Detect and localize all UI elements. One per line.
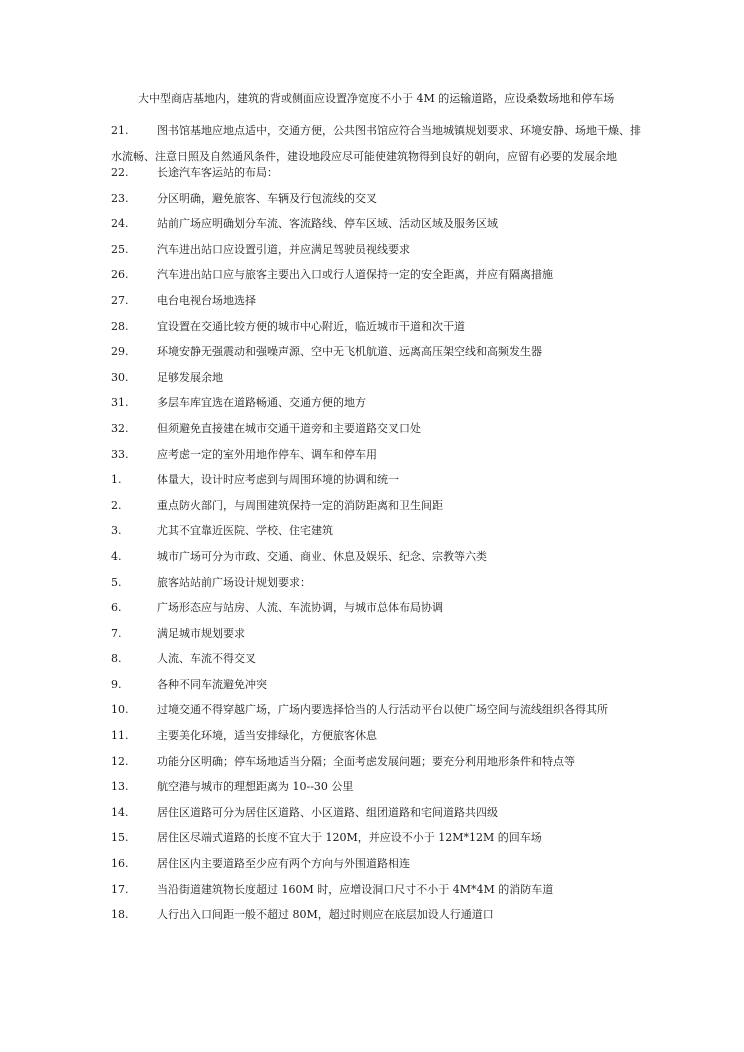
list-item xyxy=(111,294,671,320)
list-item xyxy=(111,780,671,806)
item-text: 居住区道路可分为居住区道路、小区道路、组团道路和宅间道路共四级 xyxy=(157,805,498,819)
item-number: 14. xyxy=(111,805,129,819)
item-text: 分区明确，避免旅客、车辆及行包流线的交叉 xyxy=(157,191,377,205)
item-number: 33. xyxy=(111,447,129,461)
item-text: 宜设置在交通比较方便的城市中心附近，临近城市干道和次干道 xyxy=(157,319,465,333)
item-text: 过境交通不得穿越广场，广场内要选择恰当的人行活动平台以使广场空间与流线组织各得其所 xyxy=(157,703,608,717)
list-item xyxy=(111,678,671,704)
item-number: 6. xyxy=(111,601,122,615)
item-text: 居住区内主要道路至少应有两个方向与外围道路相连 xyxy=(157,857,410,871)
item-text: 多层车库宜选在道路畅通、交通方便的地方 xyxy=(157,396,366,410)
list-item xyxy=(111,396,671,422)
item-text: 功能分区明确；停车场地适当分隔；全面考虑发展问题；要充分利用地形条件和特点等 xyxy=(157,754,575,768)
item-number: 18. xyxy=(111,908,129,922)
item-number: 13. xyxy=(111,780,129,794)
item-text: 汽车进出站口应设置引道，并应满足驾驶员视线要求 xyxy=(157,242,410,256)
item-text: 各种不同车流避免冲突 xyxy=(157,677,267,691)
item-number: 25. xyxy=(111,242,129,256)
list-item xyxy=(111,345,671,371)
paragraph-21 xyxy=(111,118,651,169)
item-number: 2. xyxy=(111,498,122,512)
list-item xyxy=(111,166,671,192)
list-item xyxy=(111,243,671,269)
list-item xyxy=(111,524,671,550)
item-text: 但须避免直接建在城市交通干道旁和主要道路交叉口处 xyxy=(157,421,421,435)
item-text: 人流、车流不得交叉 xyxy=(157,652,256,666)
item-number: 29. xyxy=(111,345,129,359)
item-number: 9. xyxy=(111,677,122,691)
item-number: 31. xyxy=(111,396,129,410)
item-number: 30. xyxy=(111,370,129,384)
item-number: 5. xyxy=(111,575,122,589)
item-text: 当沿街道建筑物长度超过 160M 时，应增设洞口尺寸不小于 4M*4M 的消防车道 xyxy=(157,882,554,896)
list-item xyxy=(111,857,671,883)
item-text: 旅客站站前广场设计规划要求： xyxy=(157,575,311,589)
item-text: 人行出入口间距一般不超过 80M，超过时则应在底层加设人行通道口 xyxy=(157,908,494,922)
item-text: 满足城市规划要求 xyxy=(157,626,245,640)
item-number: 32. xyxy=(111,421,129,435)
item-number: 15. xyxy=(111,831,129,845)
item-text: 电台电视台场地选择 xyxy=(157,293,256,307)
list-item xyxy=(111,652,671,678)
item-number: 12. xyxy=(111,754,129,768)
item-number: 27. xyxy=(111,293,129,307)
list-item xyxy=(111,806,671,832)
list-item xyxy=(111,627,671,653)
item-text: 尤其不宜靠近医院、学校、住宅建筑 xyxy=(157,524,333,538)
item-number: 28. xyxy=(111,319,129,333)
list-item xyxy=(111,422,671,448)
list-item xyxy=(111,320,671,346)
item-number: 24. xyxy=(111,217,129,231)
item-text: 站前广场应明确划分车流、客流路线、停车区域、活动区域及服务区域 xyxy=(157,217,498,231)
item-text: 主要美化环境，适当安排绿化，方便旅客休息 xyxy=(157,729,377,743)
list-item xyxy=(111,473,671,499)
item-number: 7. xyxy=(111,626,122,640)
item-text: 环境安静无强震动和强噪声源、空中无飞机航道、远离高压架空线和高频发生器 xyxy=(157,345,542,359)
item-number: 11. xyxy=(111,729,129,743)
list-item xyxy=(111,703,671,729)
list-item xyxy=(111,576,671,602)
list-item xyxy=(111,192,671,218)
list-item xyxy=(111,601,671,627)
item-text: 图书馆基地应地点适中，交通方便，公共图书馆应符合当地城镇规划要求、环境安静、场地干燥、排水流畅、注意日照及自然通风条件，建设地段应尽可能使建筑物得到良好的朝向，应留有必要的发展余地 xyxy=(111,124,641,163)
list-item xyxy=(111,755,671,781)
list-item xyxy=(111,268,671,294)
item-text: 应考虑一定的室外用地作停车、调车和停车用 xyxy=(157,447,377,461)
list-item xyxy=(111,448,671,474)
item-text: 城市广场可分为市政、交通、商业、休息及娱乐、纪念、宗教等六类 xyxy=(157,549,487,563)
intro-line: 大中型商店基地内，建筑的背或侧面应设置净宽度不小于 4M 的运输道路，应设桑数场地和停车场 xyxy=(138,92,615,105)
item-number: 23. xyxy=(111,191,129,205)
list-item xyxy=(111,908,671,934)
item-number: 4. xyxy=(111,549,122,563)
list-item xyxy=(111,550,671,576)
item-text: 长途汽车客运站的布局： xyxy=(157,166,278,179)
item-number: 16. xyxy=(111,857,129,871)
list-item xyxy=(111,371,671,397)
item-number: 26. xyxy=(111,268,129,282)
numbered-list xyxy=(111,166,671,934)
item-text: 体量大，设计时应考虑到与周围环境的协调和统一 xyxy=(157,473,399,487)
list-item xyxy=(111,883,671,909)
item-text: 汽车进出站口应与旅客主要出入口或行人道保持一定的安全距离，并应有隔离措施 xyxy=(157,268,553,282)
item-text: 重点防火部门，与周围建筑保持一定的消防距离和卫生间距 xyxy=(157,498,443,512)
item-number: 1. xyxy=(111,473,122,487)
item-number: 22. xyxy=(111,166,129,179)
item-number: 21. xyxy=(111,124,129,137)
item-text: 居住区尽端式道路的长度不宜大于 120M，并应设不小于 12M*12M 的回车场 xyxy=(157,831,542,845)
item-text: 广场形态应与站房、人流、车流协调，与城市总体布局协调 xyxy=(157,601,443,615)
list-item xyxy=(111,831,671,857)
list-item xyxy=(111,499,671,525)
item-text: 足够发展余地 xyxy=(157,370,223,384)
list-item xyxy=(111,217,671,243)
item-text: 航空港与城市的理想距离为 10--30 公里 xyxy=(157,780,354,794)
item-number: 10. xyxy=(111,703,129,717)
item-number: 3. xyxy=(111,524,122,538)
list-item xyxy=(111,729,671,755)
item-number: 8. xyxy=(111,652,122,666)
item-number: 17. xyxy=(111,882,129,896)
